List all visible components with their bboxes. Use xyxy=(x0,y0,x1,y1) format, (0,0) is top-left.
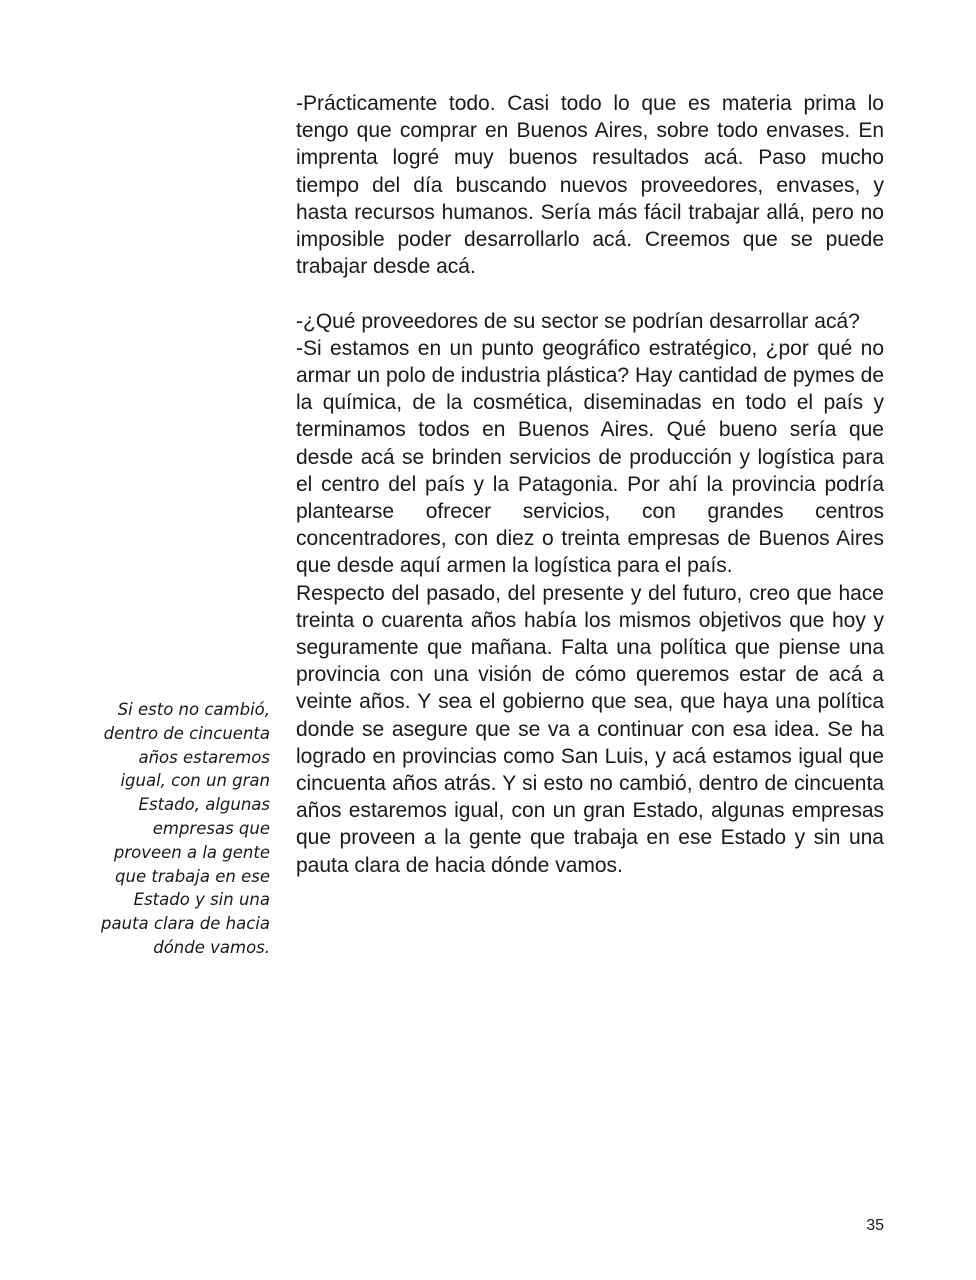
main-text-column xyxy=(296,90,884,879)
answer-paragraph-2: -Si estamos en un punto geográfico estratégico, ¿por qué no armar un polo de industria plástica? Hay cantidad de pymes de la química, de la cosmética, diseminadas en todo el país y terminamos todos en Buenos Aires. Qué bueno sería que desde acá se brinden servicios de producción y logística para el centro del país y la Patagonia. Por ahí la provincia podría plantearse ofrecer servicios, con grandes centros concentradores, con diez o treinta empresas de Buenos Aires que desde aquí armen la logística para el país. xyxy=(296,336,884,578)
page-number: 35 xyxy=(866,1217,884,1234)
answer-paragraph-3: Respecto del pasado, del presente y del futuro, creo que hace treinta o cuarenta años había los mismos objetivos que hoy y seguramente que mañana. Falta una política que piense una provincia con una visión de cómo queremos estar de acá a veinte años. Y sea el gobierno que sea, que haya una política donde se asegure que se va a continuar con esa idea. Se ha logrado en provincias como San Luis, y acá estamos igual que cincuenta años atrás. Y si esto no cambió, dentro de cincuenta años estaremos igual, con un gran Estado, algunas empresas que proveen a la gente que trabaja en ese Estado y sin una pauta clara de hacia dónde vamos. xyxy=(296,581,884,877)
question-paragraph: -¿Qué proveedores de su sector se podrían desarrollar acá? xyxy=(296,309,860,333)
answer-paragraph-1: -Prácticamente todo. Casi todo lo que es materia prima lo tengo que comprar en Buenos Aires, sobre todo envases. En imprenta logré muy buenos resultados acá. Paso mucho tiempo del día buscando nuevos proveedores, envases, y hasta recursos humanos. Sería más fácil trabajar allá, pero no imposible poder desarrollarlo acá. Creemos que se puede trabajar desde acá. xyxy=(296,92,884,279)
paragraph-spacer xyxy=(296,280,884,307)
pull-quote: Si esto no cambió, dentro de cincuenta años estaremos igual, con un gran Estado, algunas empresas que proveen a la gente que trabaja en ese Estado y sin una pauta clara de hacia dónde vamos. xyxy=(101,700,270,957)
